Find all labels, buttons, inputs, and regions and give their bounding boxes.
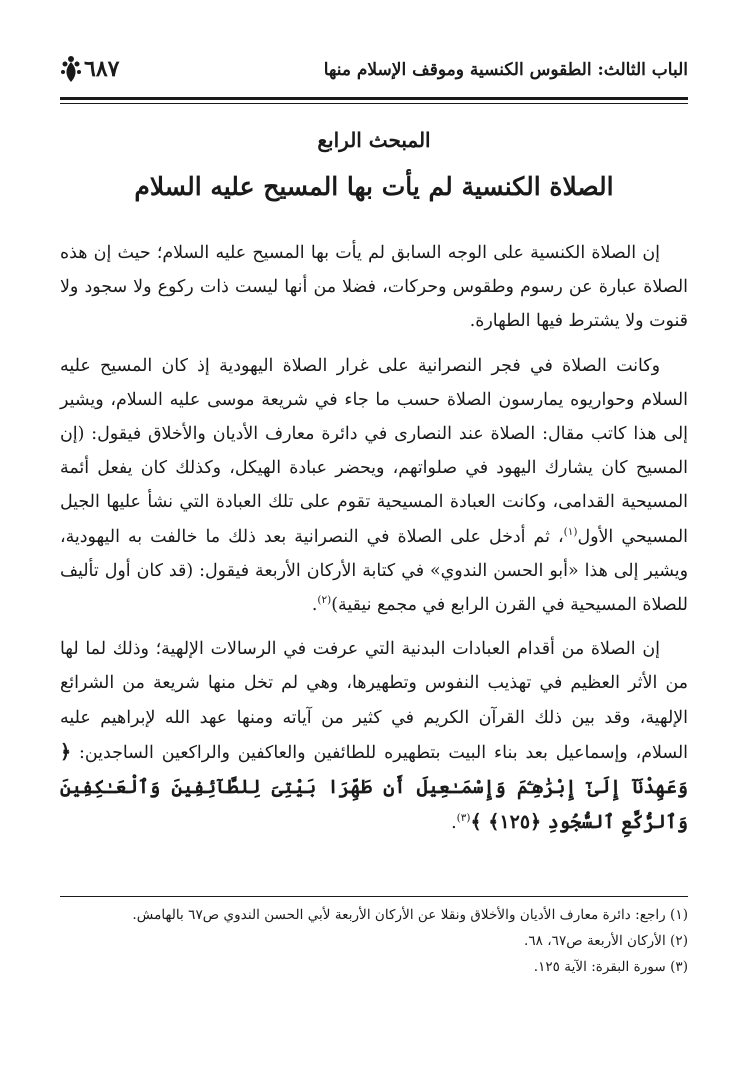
book-page [60, 44, 688, 1059]
page-number: ٦٨٧ [84, 56, 120, 82]
footnote-ref-1: (١) [563, 525, 578, 538]
paragraph-3-end: . [451, 813, 457, 834]
footnote-rule [60, 896, 688, 897]
footnote-ref-3: (٣) [456, 812, 471, 825]
paragraph-2-text-a: وكانت الصلاة في فجر النصرانية على غرار الصلاة اليهودية إذ كان المسيح عليه السلام وحواريوه يمارسون الصلاة حسب ما جاء في شريعة موسى عليه السلام، ويشير إلى هذا كاتب مقال: الصلاة عند النصارى في دائرة معارف الأديان والأخلاق فيقول: (إن المسيح كان يشارك اليهود في صلواتهم، ويحضر عبادة الهيكل، وكذلك كان يفعل أئمة المسيحية القدامى، وكانت العبادة المسيحية تقوم على تلك العبادة التي نشأ عليها الجيل المسيحي الأول [60, 355, 688, 547]
header-rule-thick [60, 97, 688, 100]
footnote-2: (٢) الأركان الأربعة ص٦٧، ٦٨. [523, 933, 688, 949]
paragraph-3 [60, 632, 688, 840]
footnote-1: (١) راجع: دائرة معارف الأديان والأخلاق ونقلا عن الأركان الأربعة لأبي الحسن الندوي ص٦٧ بالهامش. [132, 907, 688, 923]
section-title: الصلاة الكنسية لم يأت بها المسيح عليه السلام [134, 172, 614, 201]
paragraph-1: إن الصلاة الكنسية على الوجه السابق لم يأت بها المسيح عليه السلام؛ حيث إن هذه الصلاة عبارة عن رسوم وطقوس وحركات، فضلا من أنها ليست ذات ركوع ولا سجود ولا قنوت ولا يشترط فيها الطهارة. [60, 243, 688, 332]
page-ornament-icon [60, 54, 82, 84]
header-rule-thin [60, 103, 688, 104]
paragraph-3-text: إن الصلاة من أقدام العبادات البدنية التي عرفت في الرسالات الإلهية؛ وذلك لما لها من الأثر العظيم في تهذيب النفوس وتطهيرها، وهي لم تخل منها شريعة من الشرائع الإلهية، وقد بين ذلك القرآن الكريم في كثير من آياته ومنها عهد الله لإبراهيم عليه السلام، وإسماعيل بعد بناء البيت بتطهيره للطائفين والعاكفين والراكعين الساجدين: [60, 639, 688, 763]
footnote-ref-2: (٢) [317, 594, 332, 607]
footnote-3: (٣) سورة البقرة: الآية ١٢٥. [533, 959, 688, 975]
page-header [60, 44, 688, 86]
paragraph-2-text-b: ، ثم أدخل على الصلاة في النصرانية بعد ذلك ما خالفت به اليهودية، ويشير إلى هذا «أبو الحسن الندوي» في كتابة الأركان الأربعة فيقول: (قد كان أول تأليف للصلاة المسيحية في القرن الرابع في مجمع نيقية) [60, 526, 688, 616]
paragraph-2-text-c: . [311, 595, 318, 616]
footnotes [60, 902, 688, 980]
page-number-block [60, 54, 119, 84]
paragraph-2 [60, 349, 688, 623]
running-title: الباب الثالث: الطقوس الكنسية وموقف الإسلام منها [323, 60, 688, 80]
body-text [60, 236, 688, 840]
section-label: المبحث الرابع [317, 128, 431, 152]
quran-verse: ﴿ وَعَهِدْنَآ إِلَىٰٓ إِبْرَٰهِـۧمَ وَإِسْمَـٰعِيلَ أَن طَهِّرَا بَيْتِىَ لِلطَّآئِفِينَ وَٱلْعَـٰكِفِينَ وَٱلرُّكَّعِ ٱلسُّجُودِ ﴿١٢٥﴾ ﴾ [60, 740, 688, 834]
